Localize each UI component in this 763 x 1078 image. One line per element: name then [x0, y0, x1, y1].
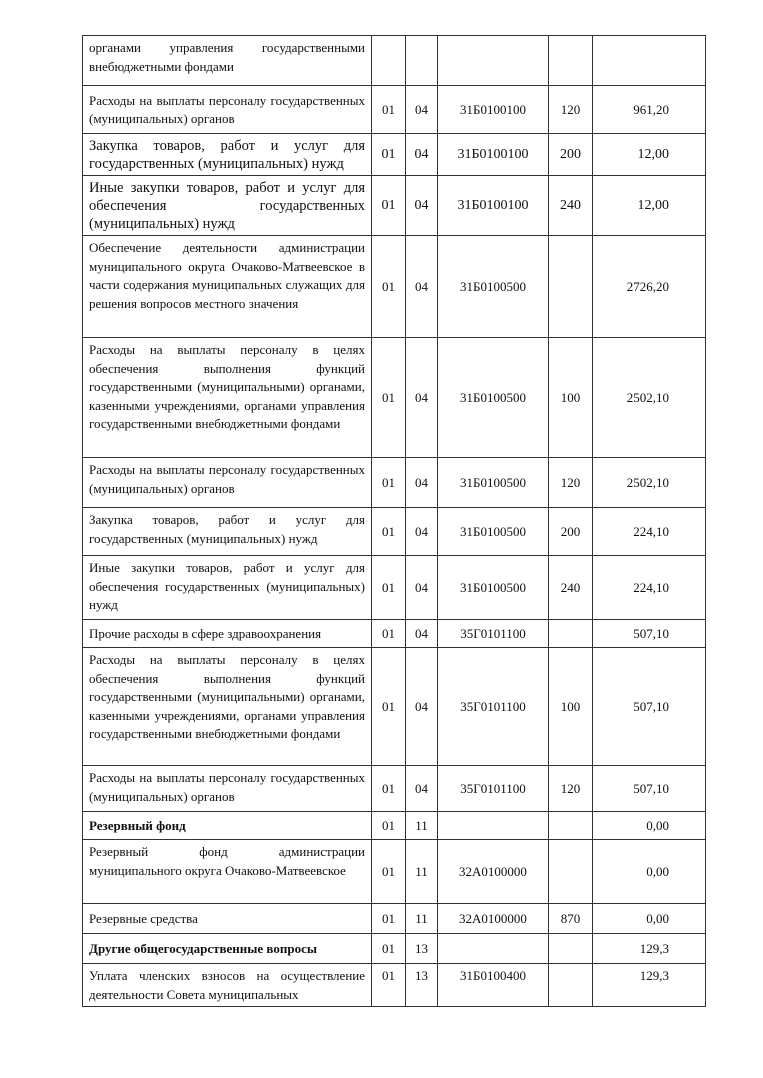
- row-name: Прочие расходы в сфере здравоохранения: [83, 620, 372, 648]
- row-razdel: 01: [372, 620, 406, 648]
- table-row: [83, 934, 706, 964]
- table-row: [83, 176, 706, 236]
- row-sum: 507,10: [593, 620, 706, 648]
- row-name: Закупка товаров, работ и услуг для государственных (муниципальных) нужд: [83, 508, 372, 556]
- row-razdel: 01: [372, 338, 406, 458]
- row-name: Расходы на выплаты персоналу государственных (муниципальных) органов: [83, 86, 372, 134]
- row-razdel: 01: [372, 134, 406, 176]
- row-csr: 31Б0100500: [438, 458, 549, 508]
- row-vr: 240: [549, 556, 593, 620]
- row-csr: 31Б0100100: [438, 86, 549, 134]
- row-sum: 507,10: [593, 648, 706, 766]
- row-podrazdel: 04: [406, 648, 438, 766]
- row-vr: 200: [549, 508, 593, 556]
- table-row: [83, 236, 706, 338]
- row-name: Закупка товаров, работ и услуг для государственных (муниципальных) нужд: [83, 134, 372, 176]
- row-razdel: 01: [372, 86, 406, 134]
- row-podrazdel: 04: [406, 134, 438, 176]
- row-sum: 0,00: [593, 812, 706, 840]
- table-row: [83, 766, 706, 812]
- row-razdel: [372, 36, 406, 86]
- row-sum: [593, 36, 706, 86]
- row-name: Резервный фонд администрации муниципального округа Очаково-Матвеевское: [83, 840, 372, 904]
- row-csr: 31Б0100500: [438, 236, 549, 338]
- row-csr: 32А0100000: [438, 904, 549, 934]
- row-podrazdel: 04: [406, 86, 438, 134]
- row-razdel: 01: [372, 648, 406, 766]
- row-csr: 35Г0101100: [438, 620, 549, 648]
- row-csr: 31Б0100100: [438, 134, 549, 176]
- row-razdel: 01: [372, 766, 406, 812]
- row-sum: 224,10: [593, 508, 706, 556]
- row-podrazdel: 04: [406, 556, 438, 620]
- row-vr: [549, 840, 593, 904]
- row-vr: 120: [549, 766, 593, 812]
- table-row: [83, 648, 706, 766]
- table-row: [83, 812, 706, 840]
- row-name: Обеспечение деятельности администрации муниципального округа Очаково-Матвеевское в части содержания муниципальных служащих для решения вопросов местного значения: [83, 236, 372, 338]
- row-csr: 32А0100000: [438, 840, 549, 904]
- row-vr: 200: [549, 134, 593, 176]
- row-podrazdel: 11: [406, 840, 438, 904]
- row-vr: 120: [549, 458, 593, 508]
- row-podrazdel: 13: [406, 934, 438, 964]
- row-razdel: 01: [372, 236, 406, 338]
- row-podrazdel: 04: [406, 338, 438, 458]
- row-sum: 2726,20: [593, 236, 706, 338]
- row-razdel: 01: [372, 176, 406, 236]
- row-vr: 100: [549, 338, 593, 458]
- row-vr: [549, 620, 593, 648]
- row-podrazdel: 04: [406, 458, 438, 508]
- table-row: [83, 964, 706, 1007]
- table-row: [83, 338, 706, 458]
- row-csr: 31Б0100400: [438, 964, 549, 1007]
- row-podrazdel: 11: [406, 812, 438, 840]
- row-podrazdel: [406, 36, 438, 86]
- row-vr: 870: [549, 904, 593, 934]
- row-vr: [549, 934, 593, 964]
- row-sum: 12,00: [593, 176, 706, 236]
- table-row: [83, 620, 706, 648]
- row-sum: 224,10: [593, 556, 706, 620]
- table-row: [83, 458, 706, 508]
- table-row: [83, 556, 706, 620]
- row-razdel: 01: [372, 964, 406, 1007]
- row-name: Другие общегосударственные вопросы: [83, 934, 372, 964]
- row-csr: 31Б0100500: [438, 338, 549, 458]
- row-sum: 12,00: [593, 134, 706, 176]
- row-podrazdel: 04: [406, 236, 438, 338]
- row-vr: 240: [549, 176, 593, 236]
- table-row: [83, 904, 706, 934]
- row-name: органами управления государственными внебюджетными фондами: [83, 36, 372, 86]
- row-csr: [438, 36, 549, 86]
- row-sum: 507,10: [593, 766, 706, 812]
- table-row: [83, 508, 706, 556]
- table-row: [83, 36, 706, 86]
- row-razdel: 01: [372, 458, 406, 508]
- row-vr: [549, 36, 593, 86]
- row-sum: 2502,10: [593, 458, 706, 508]
- row-name: Расходы на выплаты персоналу в целях обеспечения выполнения функций государственными (муниципальными) органами, казенными учреждениями, органами управления государственными внебюджетными фондами: [83, 648, 372, 766]
- row-vr: [549, 236, 593, 338]
- row-podrazdel: 04: [406, 766, 438, 812]
- row-podrazdel: 13: [406, 964, 438, 1007]
- row-razdel: 01: [372, 556, 406, 620]
- row-name: Расходы на выплаты персоналу государственных (муниципальных) органов: [83, 766, 372, 812]
- table-row: [83, 134, 706, 176]
- row-razdel: 01: [372, 812, 406, 840]
- row-csr: [438, 934, 549, 964]
- row-name: Резервные средства: [83, 904, 372, 934]
- row-name: Иные закупки товаров, работ и услуг для обеспечения государственных (муниципальных) нужд: [83, 556, 372, 620]
- row-csr: 35Г0101100: [438, 766, 549, 812]
- row-vr: [549, 964, 593, 1007]
- row-podrazdel: 11: [406, 904, 438, 934]
- row-sum: 2502,10: [593, 338, 706, 458]
- row-name: Уплата членских взносов на осуществление деятельности Совета муниципальных: [83, 964, 372, 1007]
- row-razdel: 01: [372, 934, 406, 964]
- table-row: [83, 840, 706, 904]
- budget-table: [82, 35, 706, 1007]
- row-sum: 0,00: [593, 904, 706, 934]
- row-name: Расходы на выплаты персоналу государственных (муниципальных) органов: [83, 458, 372, 508]
- row-vr: [549, 812, 593, 840]
- row-razdel: 01: [372, 508, 406, 556]
- row-sum: 961,20: [593, 86, 706, 134]
- row-vr: 120: [549, 86, 593, 134]
- row-csr: 31Б0100100: [438, 176, 549, 236]
- row-csr: 31Б0100500: [438, 508, 549, 556]
- row-sum: 129,3: [593, 964, 706, 1007]
- row-name: Резервный фонд: [83, 812, 372, 840]
- row-name: Расходы на выплаты персоналу в целях обеспечения выполнения функций государственными (муниципальными) органами, казенными учреждениями, органами управления государственными внебюджетными фондами: [83, 338, 372, 458]
- row-podrazdel: 04: [406, 620, 438, 648]
- table-row: [83, 86, 706, 134]
- row-razdel: 01: [372, 840, 406, 904]
- row-razdel: 01: [372, 904, 406, 934]
- row-csr: 35Г0101100: [438, 648, 549, 766]
- row-csr: 31Б0100500: [438, 556, 549, 620]
- row-podrazdel: 04: [406, 508, 438, 556]
- row-podrazdel: 04: [406, 176, 438, 236]
- row-vr: 100: [549, 648, 593, 766]
- row-csr: [438, 812, 549, 840]
- row-sum: 0,00: [593, 840, 706, 904]
- row-name: Иные закупки товаров, работ и услуг для обеспечения государственных (муниципальных) нужд: [83, 176, 372, 236]
- row-sum: 129,3: [593, 934, 706, 964]
